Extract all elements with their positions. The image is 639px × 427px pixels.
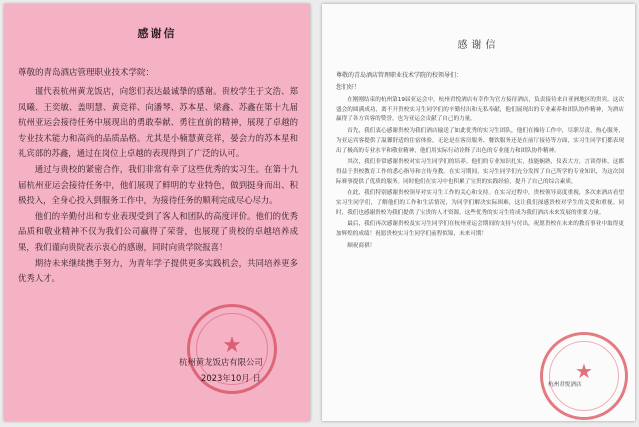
- letter-signature: 杭州君悦酒店: [548, 382, 582, 388]
- letter-title: 感谢信: [457, 40, 500, 51]
- letter-body: [18, 84, 298, 287]
- seal-star-icon: ★: [575, 359, 593, 383]
- letter-title: 感谢信: [137, 27, 177, 40]
- letter-body: [336, 96, 624, 254]
- letter-paragraph: 谨代表杭州黄龙饭店，向您们表达最诚挚的感谢。贵校学生于文浩、郑凤曦、王奕敏、盖明慧、黄竞祥、向潘琴、苏本星、梁鑫、苏鑫在第十九届杭州亚运会接待任务中展现出的勇敢奉献、勇往直前的精神，展现了卓越的专业技术能力和高尚的品质品格。尤其是小楠慧黄竞祥，晏会力的苏本星和礼宾部的苏鑫，通过在岗位上卓越的表现得到了广泛的认可。: [18, 86, 298, 159]
- letter-paragraph: 其次，我们非常感谢贵校对实习生同学们的培养。他们的专业知识扎实，技能娴熟，仪表大方，言谈得体，这都得益于贵校教育工作的悉心指导和言传身教。在实习期间，实习生同学们充分发挥了自己所学的专业知识，为这次国际赛事提供了优质的服务。同时他们在实习中也积累了宝贵的实践经验，提升了自己的综合素质。: [336, 159, 624, 185]
- letter-paragraph: 他们的辛勤付出和专业表现受到了客人和团队的高度评价。他们的优秀品质和敬业精神不仅为我们公司赢得了荣誉，也展现了贵校的卓越培养成果，我们谨向贵院表示衷心的感谢，同时向贵学院报喜！: [18, 210, 298, 252]
- letter-closing: 顺祝商祺！: [347, 242, 376, 249]
- letter-paragraph: 在此，我们特别感谢贵校领导对实习生工作的关心和支持。在实习过程中，贵校领导高度重视，多次来酒店看望实习生同学们，了解他们的工作和生活情况，为同学们解决实际困难，这让我们深感贵校对学生的关爱和重视。同时，我们也感谢贵校为我们提供了宝贵的人才资源，这些优秀的实习生将成为我们酒店未来发展的重要力量。: [336, 190, 624, 216]
- letter-paragraph: 在刚刚结束的杭州第19届亚运会中，杭州君悦酒店有幸作为官方接待酒店，负责接待来自亚洲地区的贵宾。这次盛会的圆满成功，离不开贵校实习生同学们的辛勤付出和无私奉献，他们展现出的专业素养和团队协作精神，为酒店赢得了各方宾客的赞誉，也为亚运会贡献了自己的力量。: [336, 97, 624, 123]
- signature-org: 杭州黄龙饭店有限公司: [179, 357, 263, 367]
- thank-you-letter-huanglong: [4, 4, 310, 421]
- letter-paragraph: 首先，我们衷心感谢贵校为我们酒店输送了如此优秀的实习生团队，他们在操待工作中，尽职尽责，热心服务，为亚运宾客提供了温馨舒适的住宿体验，无论是在客房服务、餐饮服务还是在前厅接待等方面，实习生同学们都表现出了极高的专业水平和敬业精神，他们用实际行动诠释了出色的专业能力和团队协作精神。: [336, 128, 624, 154]
- letter-paragraph: 通过与贵校的紧密合作，我们非常有幸了这些优秀的实习生。在第十九届杭州亚运会接待任务中，他们展现了鲜明的专业特色，做到挺身而出、积极投入，全身心投入到服务工作中，为接待任务的顺利完成尽心尽力。: [18, 163, 298, 206]
- seal-star-icon: ★: [222, 333, 242, 358]
- letter-signature: [179, 354, 263, 386]
- signature-date: 2023年10月 日: [201, 373, 261, 383]
- thank-you-letter-grand-hyatt: [322, 4, 635, 421]
- letter-paragraph: 期待未来继续携手努力，为青年学子提供更多实践机会，共同培养更多优秀人才。: [18, 257, 298, 284]
- hotel-seal: [540, 332, 628, 420]
- letter-salutation: 尊敬的青岛酒店管理职业技术学院的校领导们：: [336, 72, 463, 79]
- letter-greeting: 您们好！: [336, 84, 361, 91]
- letter-salutation: 尊敬的青岛酒店管理职业技术学院：: [18, 68, 155, 78]
- letter-paragraph: 最后，我们再次感谢贵校及实习生同学们在杭州亚运会期间的支持与付出，祝愿贵校在未来的教育事业中取得更加辉煌的成绩！祝愿贵校实习生同学们前程似锦，未来可期！: [336, 221, 624, 238]
